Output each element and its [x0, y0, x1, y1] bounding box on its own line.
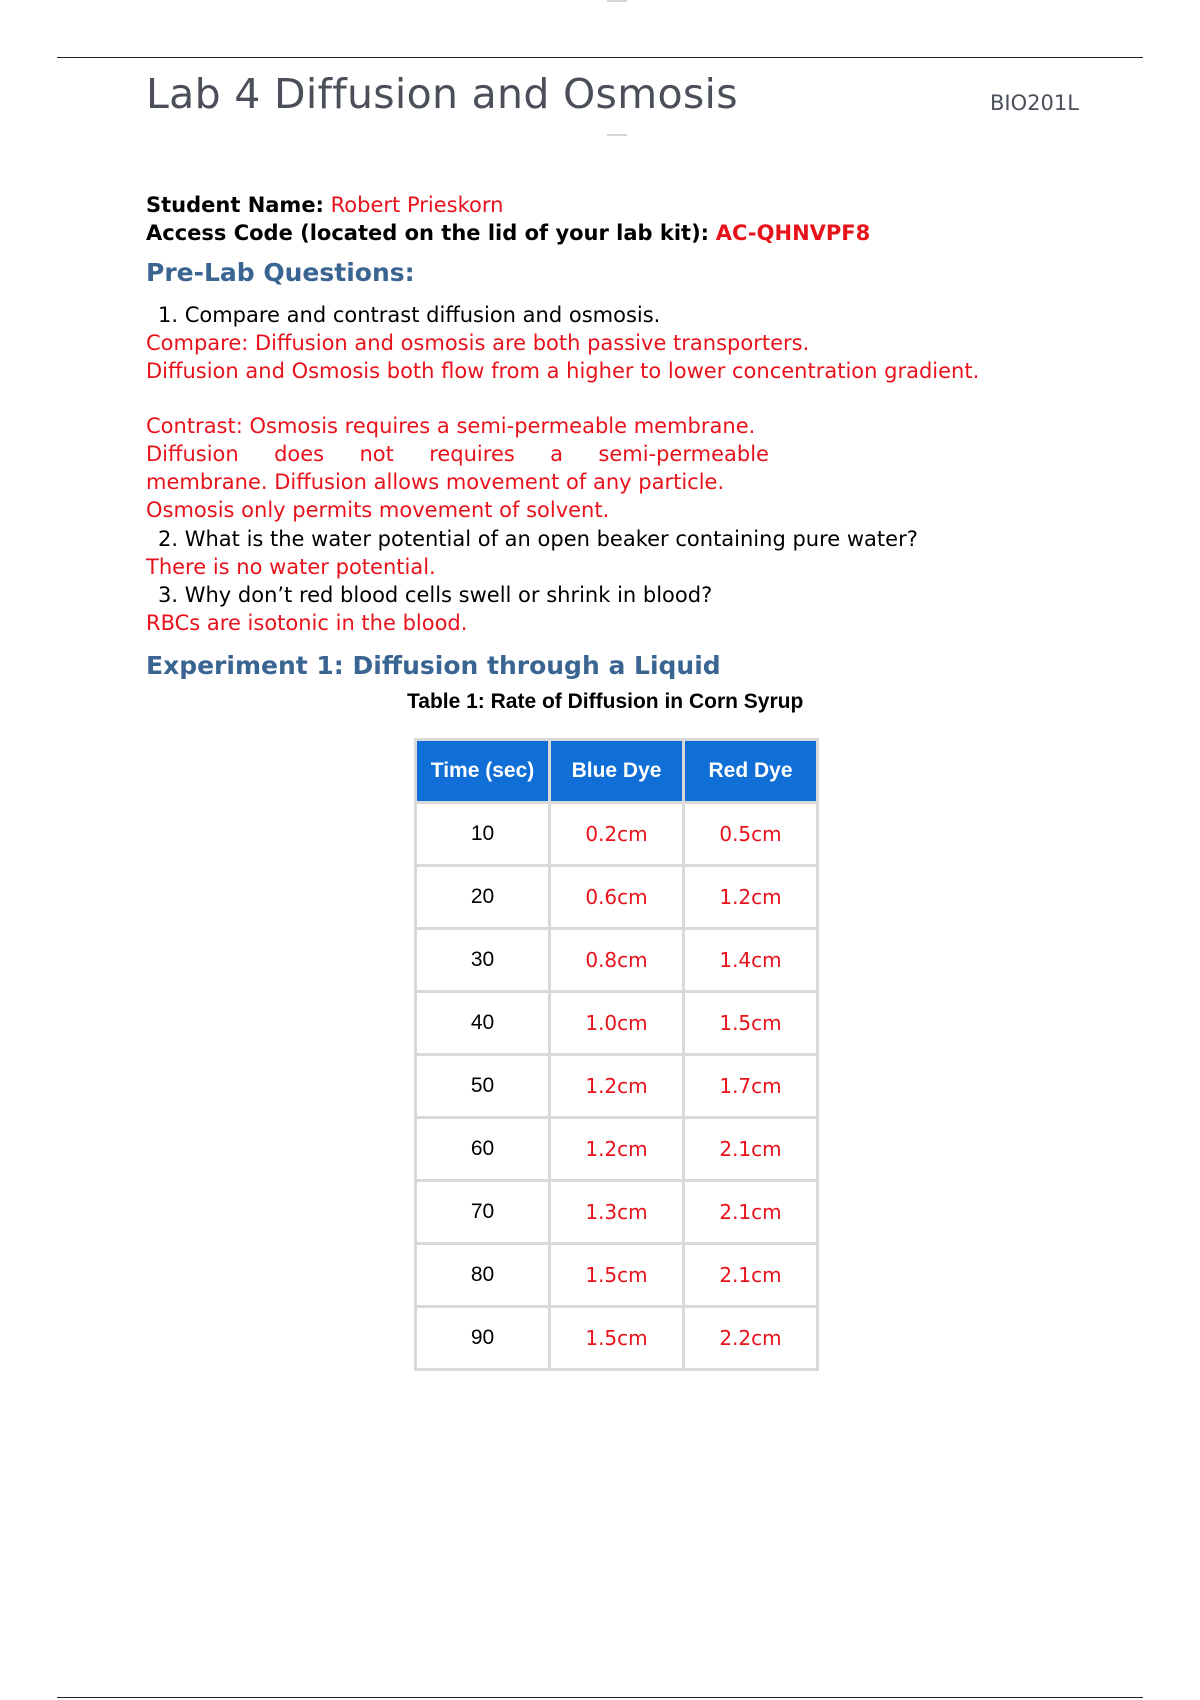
experiment-1-heading: Experiment 1: Diffusion through a Liquid [146, 651, 721, 680]
word: does [274, 442, 325, 466]
red-dye-cell: 2.1cm [684, 1181, 818, 1244]
blue-dye-cell: 0.8cm [550, 929, 684, 992]
time-cell: 70 [416, 1181, 550, 1244]
red-dye-cell: 2.2cm [684, 1307, 818, 1370]
table-row [416, 929, 818, 992]
table-row [416, 1181, 818, 1244]
course-code: BIO201L [990, 91, 1079, 115]
column-header: Blue Dye [550, 740, 684, 803]
answer-1-line-5: membrane. Diffusion allows movement of any particle. [146, 470, 725, 494]
column-header: Time (sec) [416, 740, 550, 803]
student-name-value: Robert Prieskorn [330, 193, 504, 217]
prelab-heading: Pre-Lab Questions: [146, 258, 415, 287]
red-dye-cell: 1.7cm [684, 1055, 818, 1118]
blue-dye-cell: 1.2cm [550, 1055, 684, 1118]
footer-rule [57, 1697, 1143, 1698]
time-cell: 60 [416, 1118, 550, 1181]
time-cell: 30 [416, 929, 550, 992]
diffusion-table [414, 738, 819, 1371]
answer-1-line-1: Compare: Diffusion and osmosis are both passive transporters. [146, 331, 810, 355]
red-dye-cell: 2.1cm [684, 1118, 818, 1181]
top-mark [607, 0, 627, 2]
red-dye-cell: 0.5cm [684, 803, 818, 866]
time-cell: 90 [416, 1307, 550, 1370]
table-row [416, 803, 818, 866]
red-dye-cell: 1.5cm [684, 992, 818, 1055]
red-dye-cell: 2.1cm [684, 1244, 818, 1307]
blue-dye-cell: 1.0cm [550, 992, 684, 1055]
answer-2: There is no water potential. [146, 555, 436, 579]
red-dye-cell: 1.4cm [684, 929, 818, 992]
table-row [416, 866, 818, 929]
student-name-label: Student Name: [146, 193, 324, 217]
question-1: 1. Compare and contrast diffusion and osmosis. [158, 303, 661, 327]
blue-dye-cell: 0.2cm [550, 803, 684, 866]
time-cell: 20 [416, 866, 550, 929]
table-row [416, 1118, 818, 1181]
title-mark [607, 134, 627, 136]
table-row [416, 1055, 818, 1118]
page-title: Lab 4 Diffusion and Osmosis [146, 70, 738, 118]
access-code-line [146, 221, 870, 245]
column-header: Red Dye [684, 740, 818, 803]
answer-1-line-3: Contrast: Osmosis requires a semi-permeable membrane. [146, 414, 756, 438]
blue-dye-cell: 1.2cm [550, 1118, 684, 1181]
access-code-value: AC-QHNVPF8 [715, 221, 871, 245]
access-code-label: Access Code (located on the lid of your lab kit): [146, 221, 710, 245]
answer-3: RBCs are isotonic in the blood. [146, 611, 468, 635]
table-row [416, 1307, 818, 1370]
red-dye-cell: 1.2cm [684, 866, 818, 929]
table-row [416, 992, 818, 1055]
time-cell: 40 [416, 992, 550, 1055]
student-name-line [146, 193, 503, 217]
header-rule [57, 57, 1143, 58]
time-cell: 80 [416, 1244, 550, 1307]
word: requires [429, 442, 515, 466]
blue-dye-cell: 0.6cm [550, 866, 684, 929]
word: a [550, 442, 564, 466]
table-row [416, 1244, 818, 1307]
question-2: 2. What is the water potential of an open beaker containing pure water? [158, 527, 918, 551]
word: Diffusion [146, 442, 239, 466]
time-cell: 10 [416, 803, 550, 866]
answer-1-line-2: Diffusion and Osmosis both flow from a higher to lower concentration gradient. [146, 359, 980, 383]
answer-1-line-6: Osmosis only permits movement of solvent. [146, 498, 610, 522]
blue-dye-cell: 1.5cm [550, 1307, 684, 1370]
word: not [359, 442, 394, 466]
time-cell: 50 [416, 1055, 550, 1118]
blue-dye-cell: 1.5cm [550, 1244, 684, 1307]
word: semi-permeable [598, 442, 769, 466]
question-3: 3. Why don’t red blood cells swell or shrink in blood? [158, 583, 713, 607]
blue-dye-cell: 1.3cm [550, 1181, 684, 1244]
answer-1-line-4 [146, 442, 769, 466]
table-header-row [416, 740, 818, 803]
table-caption: Table 1: Rate of Diffusion in Corn Syrup [407, 690, 804, 713]
